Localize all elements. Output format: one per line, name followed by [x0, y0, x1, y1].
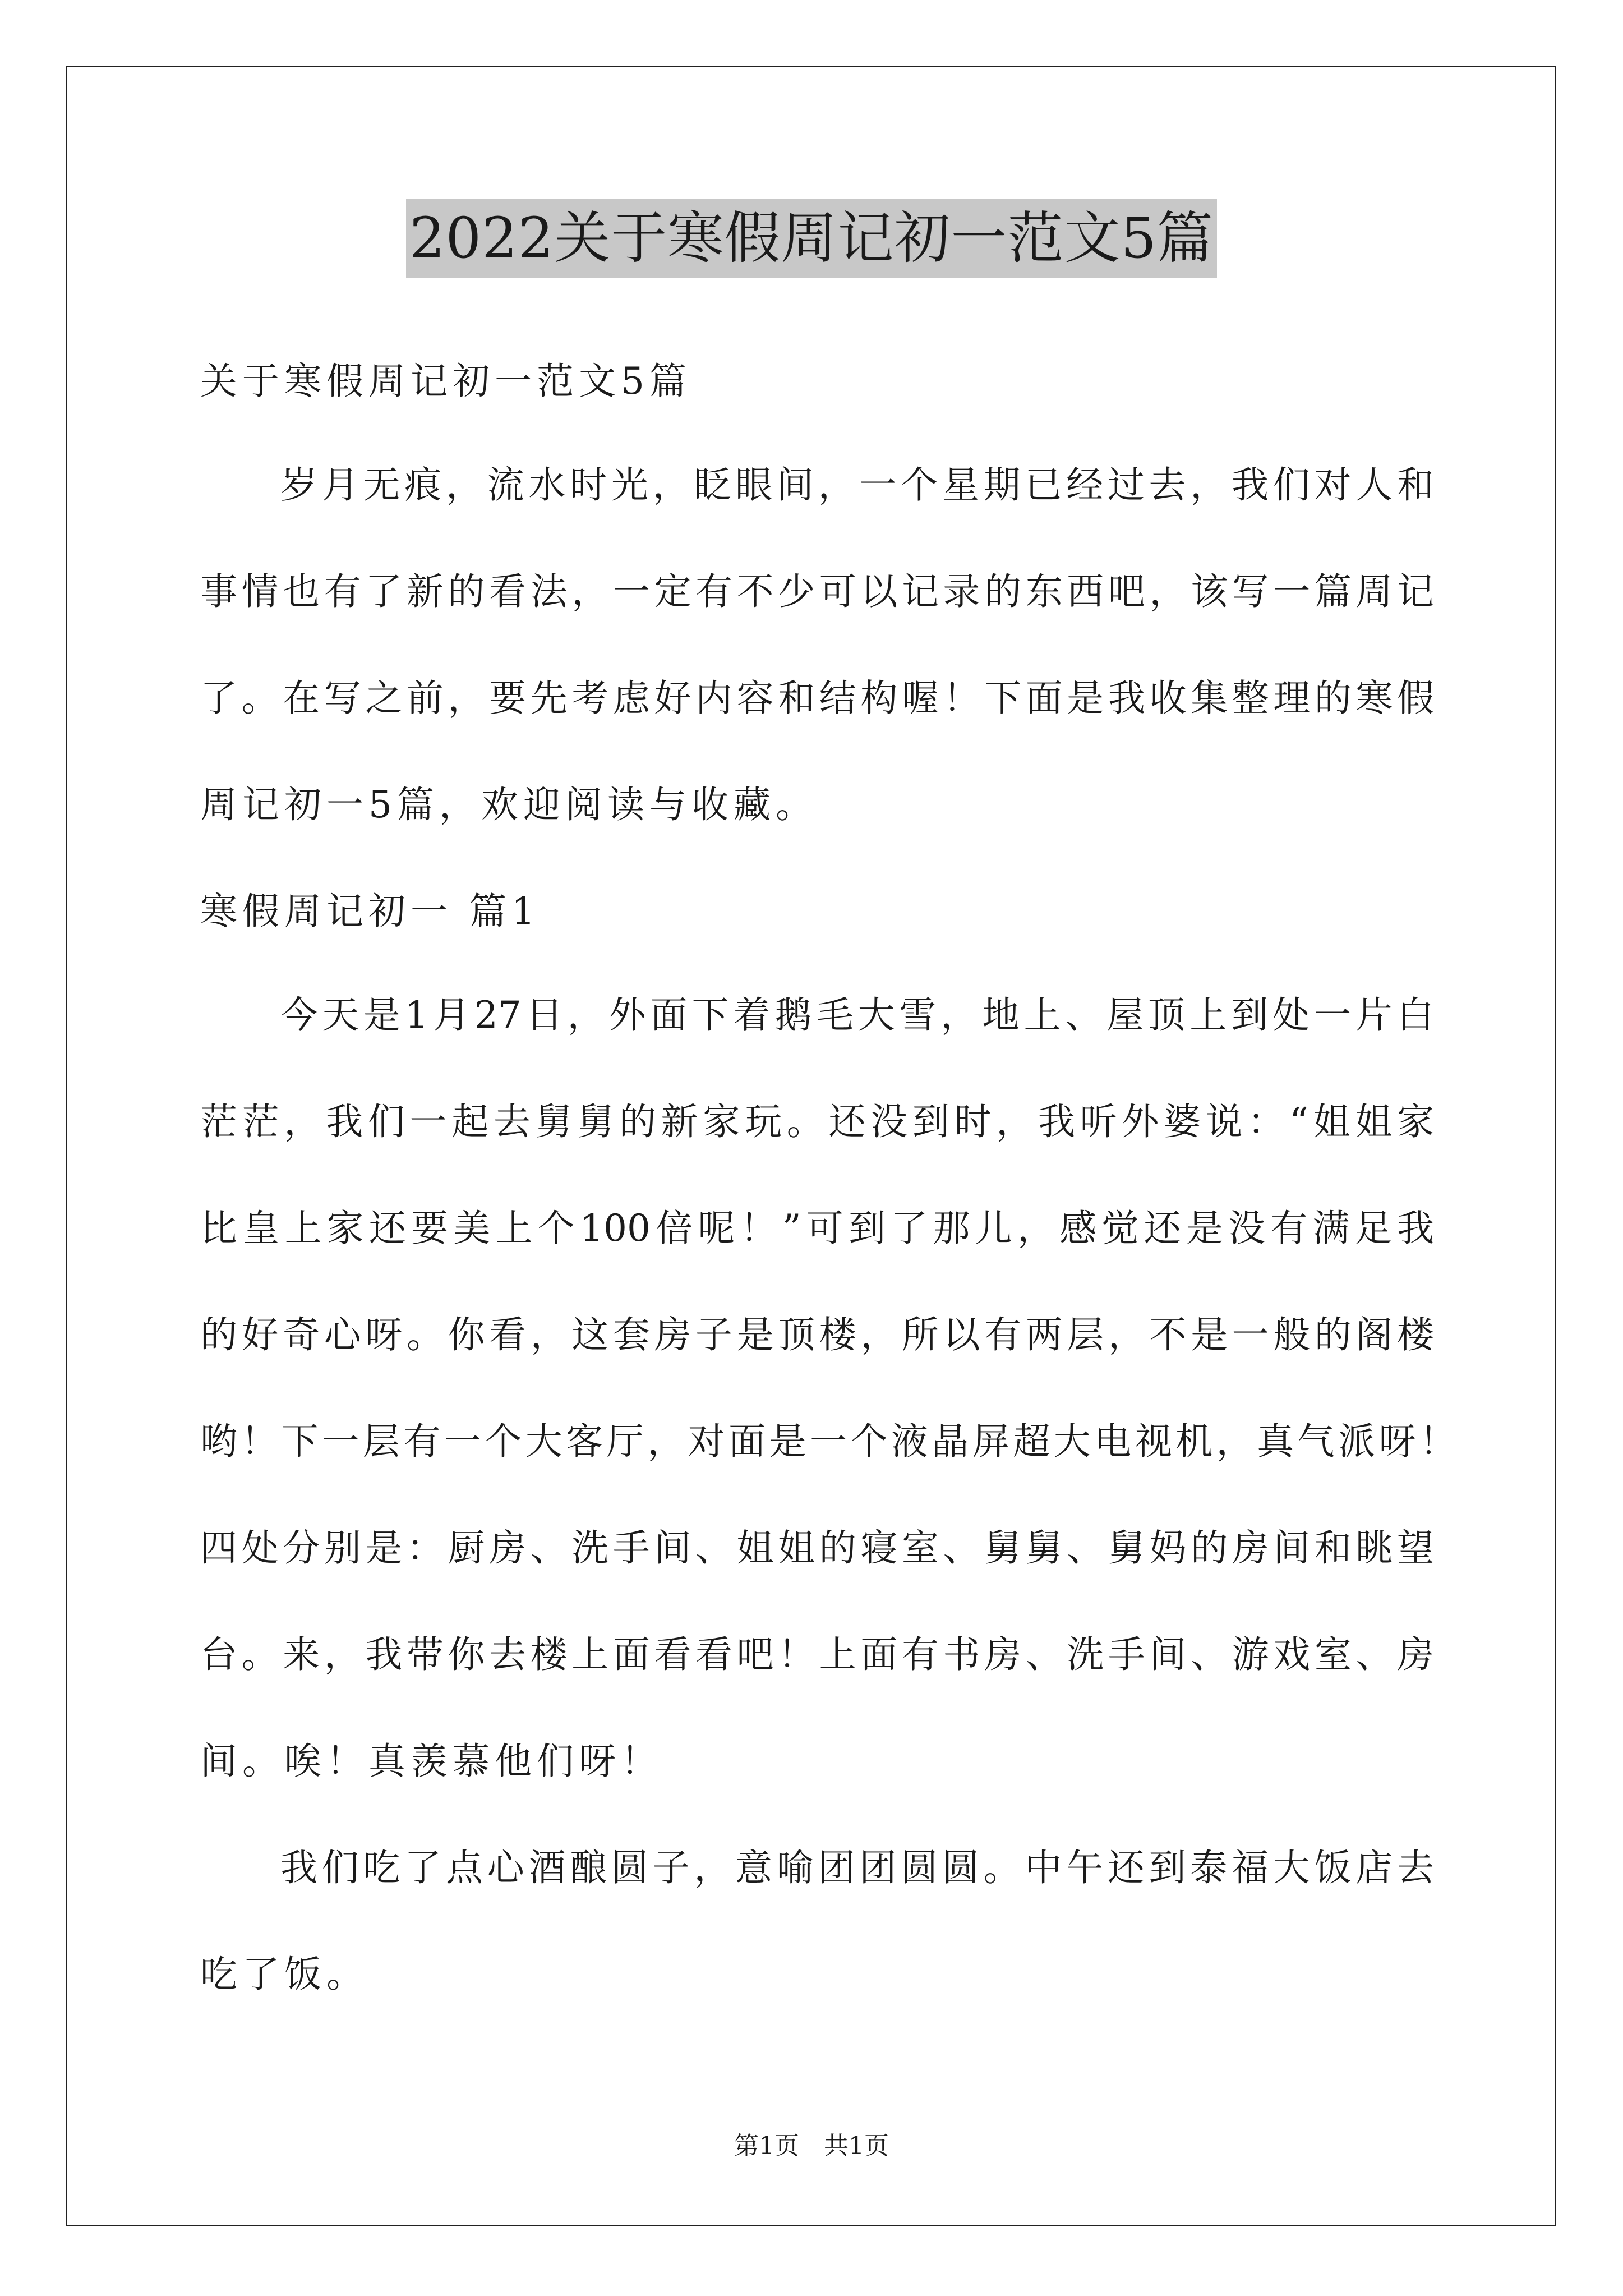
title-container — [0, 199, 1623, 278]
document-subtitle: 关于寒假周记初一范文5篇 — [200, 360, 691, 403]
paragraph-line: 四处分别是：厨房、洗手间、姐姐的寝室、舅舅、舅妈的房间和眺望 — [200, 1526, 1434, 1570]
section-heading: 寒假周记初一 篇1 — [200, 890, 540, 933]
intro-line: 周记初一5篇，欢迎阅读与收藏。 — [200, 783, 818, 826]
intro-line: 岁月无痕，流水时光，眨眼间，一个星期已经过去，我们对人和 — [280, 463, 1434, 507]
paragraph-line: 我们吃了点心酒酿圆子，意喻团团圆圆。中午还到泰福大饭店去 — [280, 1846, 1434, 1889]
paragraph-line: 间。唉！真羡慕他们呀！ — [200, 1740, 663, 1783]
page-number-footer: 第1页 共1页 — [734, 2132, 889, 2160]
document-title: 2022关于寒假周记初一范文5篇 — [406, 199, 1217, 278]
intro-line: 了。在写之前，要先考虑好内容和结构喔！下面是我收集整理的寒假 — [200, 677, 1434, 720]
paragraph-line: 今天是1月27日，外面下着鹅毛大雪，地上、屋顶上到处一片白 — [280, 993, 1434, 1037]
intro-line: 事情也有了新的看法，一定有不少可以记录的东西吧，该写一篇周记 — [200, 570, 1434, 613]
paragraph-line: 比皇上家还要美上个100倍呢！”可到了那儿，感觉还是没有满足我 — [200, 1207, 1434, 1250]
paragraph-line: 茫茫，我们一起去舅舅的新家玩。还没到时，我听外婆说：“姐姐家 — [200, 1100, 1434, 1143]
paragraph-line: 吃了饭。 — [200, 1953, 368, 1996]
paragraph-line: 的好奇心呀。你看，这套房子是顶楼，所以有两层，不是一般的阁楼 — [200, 1313, 1434, 1356]
paragraph-line: 台。来，我带你去楼上面看看吧！上面有书房、洗手间、游戏室、房 — [200, 1633, 1434, 1676]
paragraph-line: 哟！下一层有一个大客厅，对面是一个液晶屏超大电视机，真气派呀！ — [200, 1420, 1456, 1463]
